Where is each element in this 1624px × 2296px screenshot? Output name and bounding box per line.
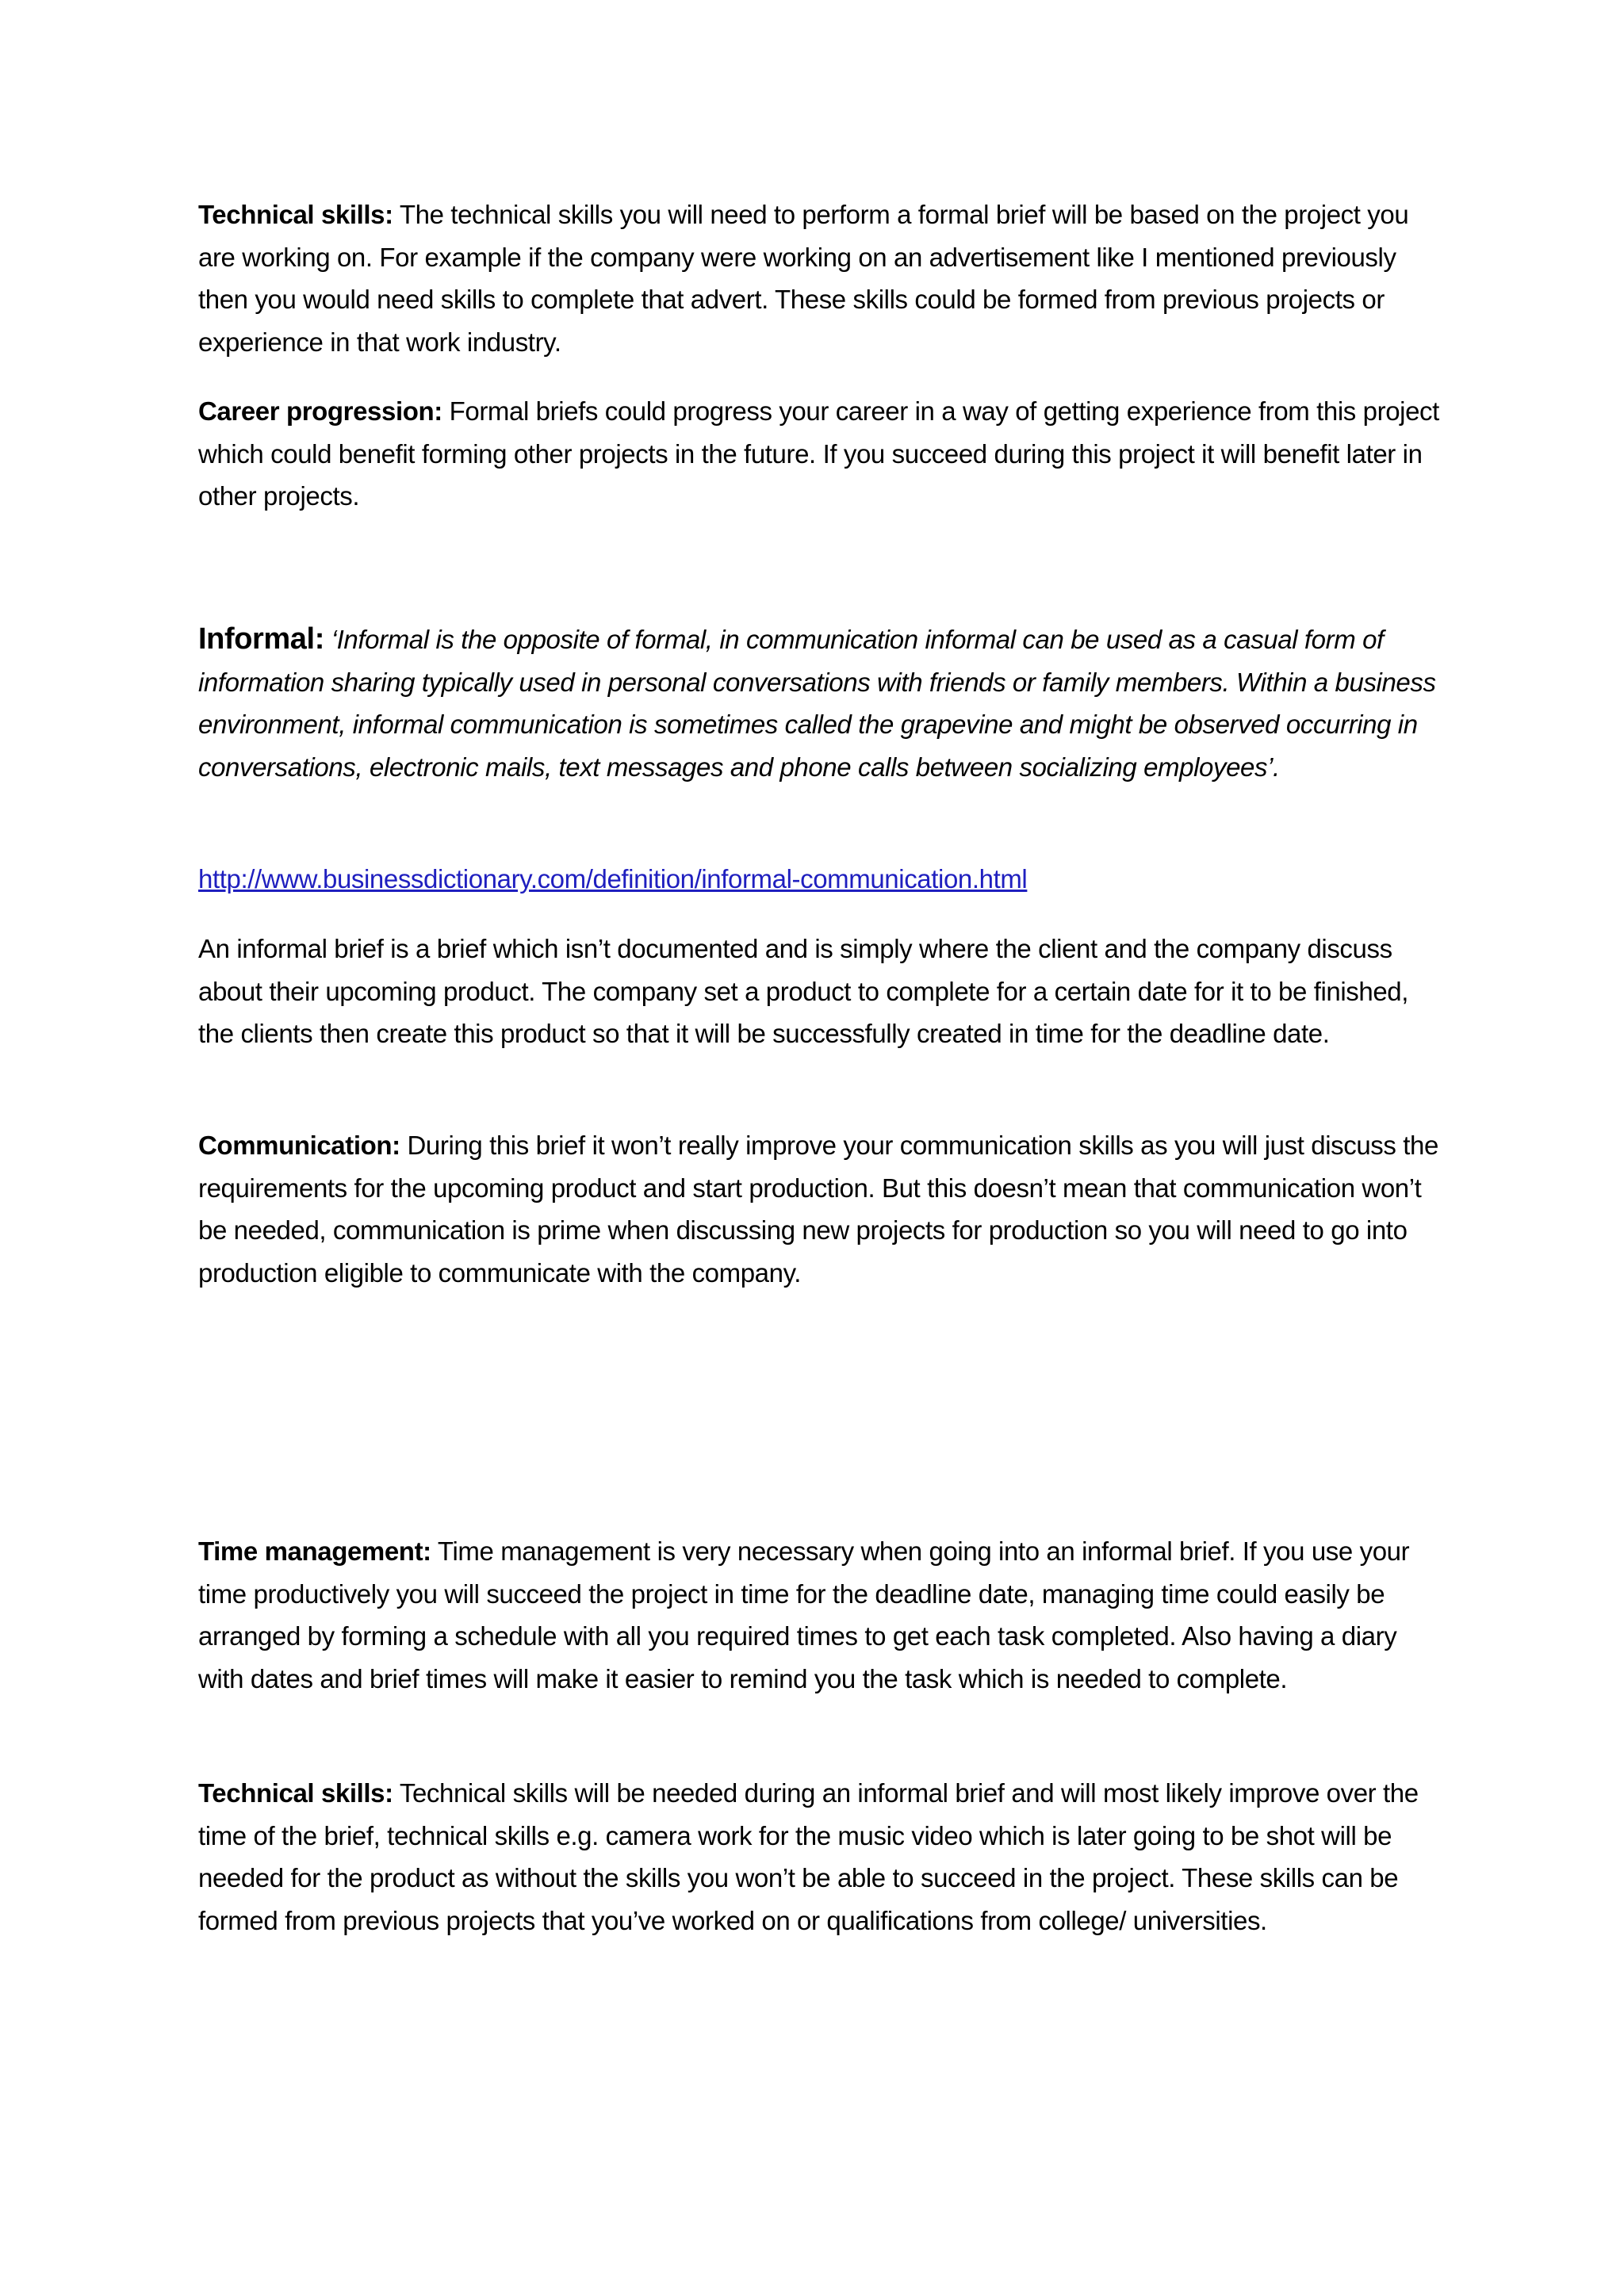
paragraph-communication: [198, 1124, 1443, 1294]
paragraph-body: Formal briefs could progress your career in a way of getting experience from this project which could benefit forming other projects in the future. If you succeed during this project it will benefit later in other projects.: [198, 396, 1439, 511]
paragraph-informal-definition: [198, 618, 1443, 788]
paragraph-body: The technical skills you will need to perform a formal brief will be based on the project you are working on. For example if the company were working on an advertisement like I mentioned previously then you would need skills to complete that advert. These skills could be formed from previous projects or experience in that work industry.: [198, 200, 1409, 357]
paragraph-body: Time management is very necessary when going into an informal brief. If you use your time productively you will succeed the project in time for the deadline date, managing time could easily be arranged by forming a schedule with all you required times to get each task completed. Also having a diary with dates and brief times will make it easier to remind you the task which is needed to complete.: [198, 1536, 1410, 1693]
term-time-management: Time management:: [198, 1536, 431, 1566]
term-informal: Informal:: [198, 622, 324, 656]
term-technical-skills: Technical skills:: [198, 1778, 393, 1808]
paragraph-body: During this brief it won’t really improve your communication skills as you will just discuss the requirements for the upcoming product and start production. But this doesn’t mean that communication won’t be needed, communication is prime when discussing new projects for production so you will need to go into production eligible to communicate with the company.: [198, 1131, 1438, 1288]
paragraph-time-management: [198, 1530, 1443, 1700]
term-communication: Communication:: [198, 1131, 400, 1160]
term-technical-skills: Technical skills:: [198, 200, 393, 229]
paragraph-body: An informal brief is a brief which isn’t documented and is simply where the client and the company discuss about their upcoming product. The company set a product to complete for a certain date for it to be finished, the clients then create this product so that it will be successfully created in time for the deadline date.: [198, 934, 1409, 1048]
source-link[interactable]: http://www.businessdictionary.com/definition/informal-communication.html: [198, 864, 1028, 894]
paragraph-technical-skills-informal: [198, 1772, 1443, 1942]
paragraph-technical-skills-formal: [198, 193, 1443, 363]
paragraph-body: Technical skills will be needed during an informal brief and will most likely improve over the time of the brief, technical skills e.g. camera work for the music video which is later going to be shot will be needed for the product as without the skills you won’t be able to succeed in the project. These skills can be formed from previous projects that you’ve worked on or qualifications from college/ universities.: [198, 1778, 1419, 1935]
definition-quote: ‘Informal is the opposite of formal, in communication informal can be used as a casual form of information sharing typically used in personal conversations with friends or family members. Within a business environment, informal communication is sometimes called the grapevine and might be observed occurring in conversations, electronic mails, text messages and phone calls between socializing employees’.: [198, 625, 1436, 782]
paragraph-informal-brief: [198, 928, 1443, 1055]
paragraph-career-progression: [198, 390, 1443, 518]
paragraph-source-link: [198, 858, 1443, 901]
term-career-progression: Career progression:: [198, 396, 442, 426]
